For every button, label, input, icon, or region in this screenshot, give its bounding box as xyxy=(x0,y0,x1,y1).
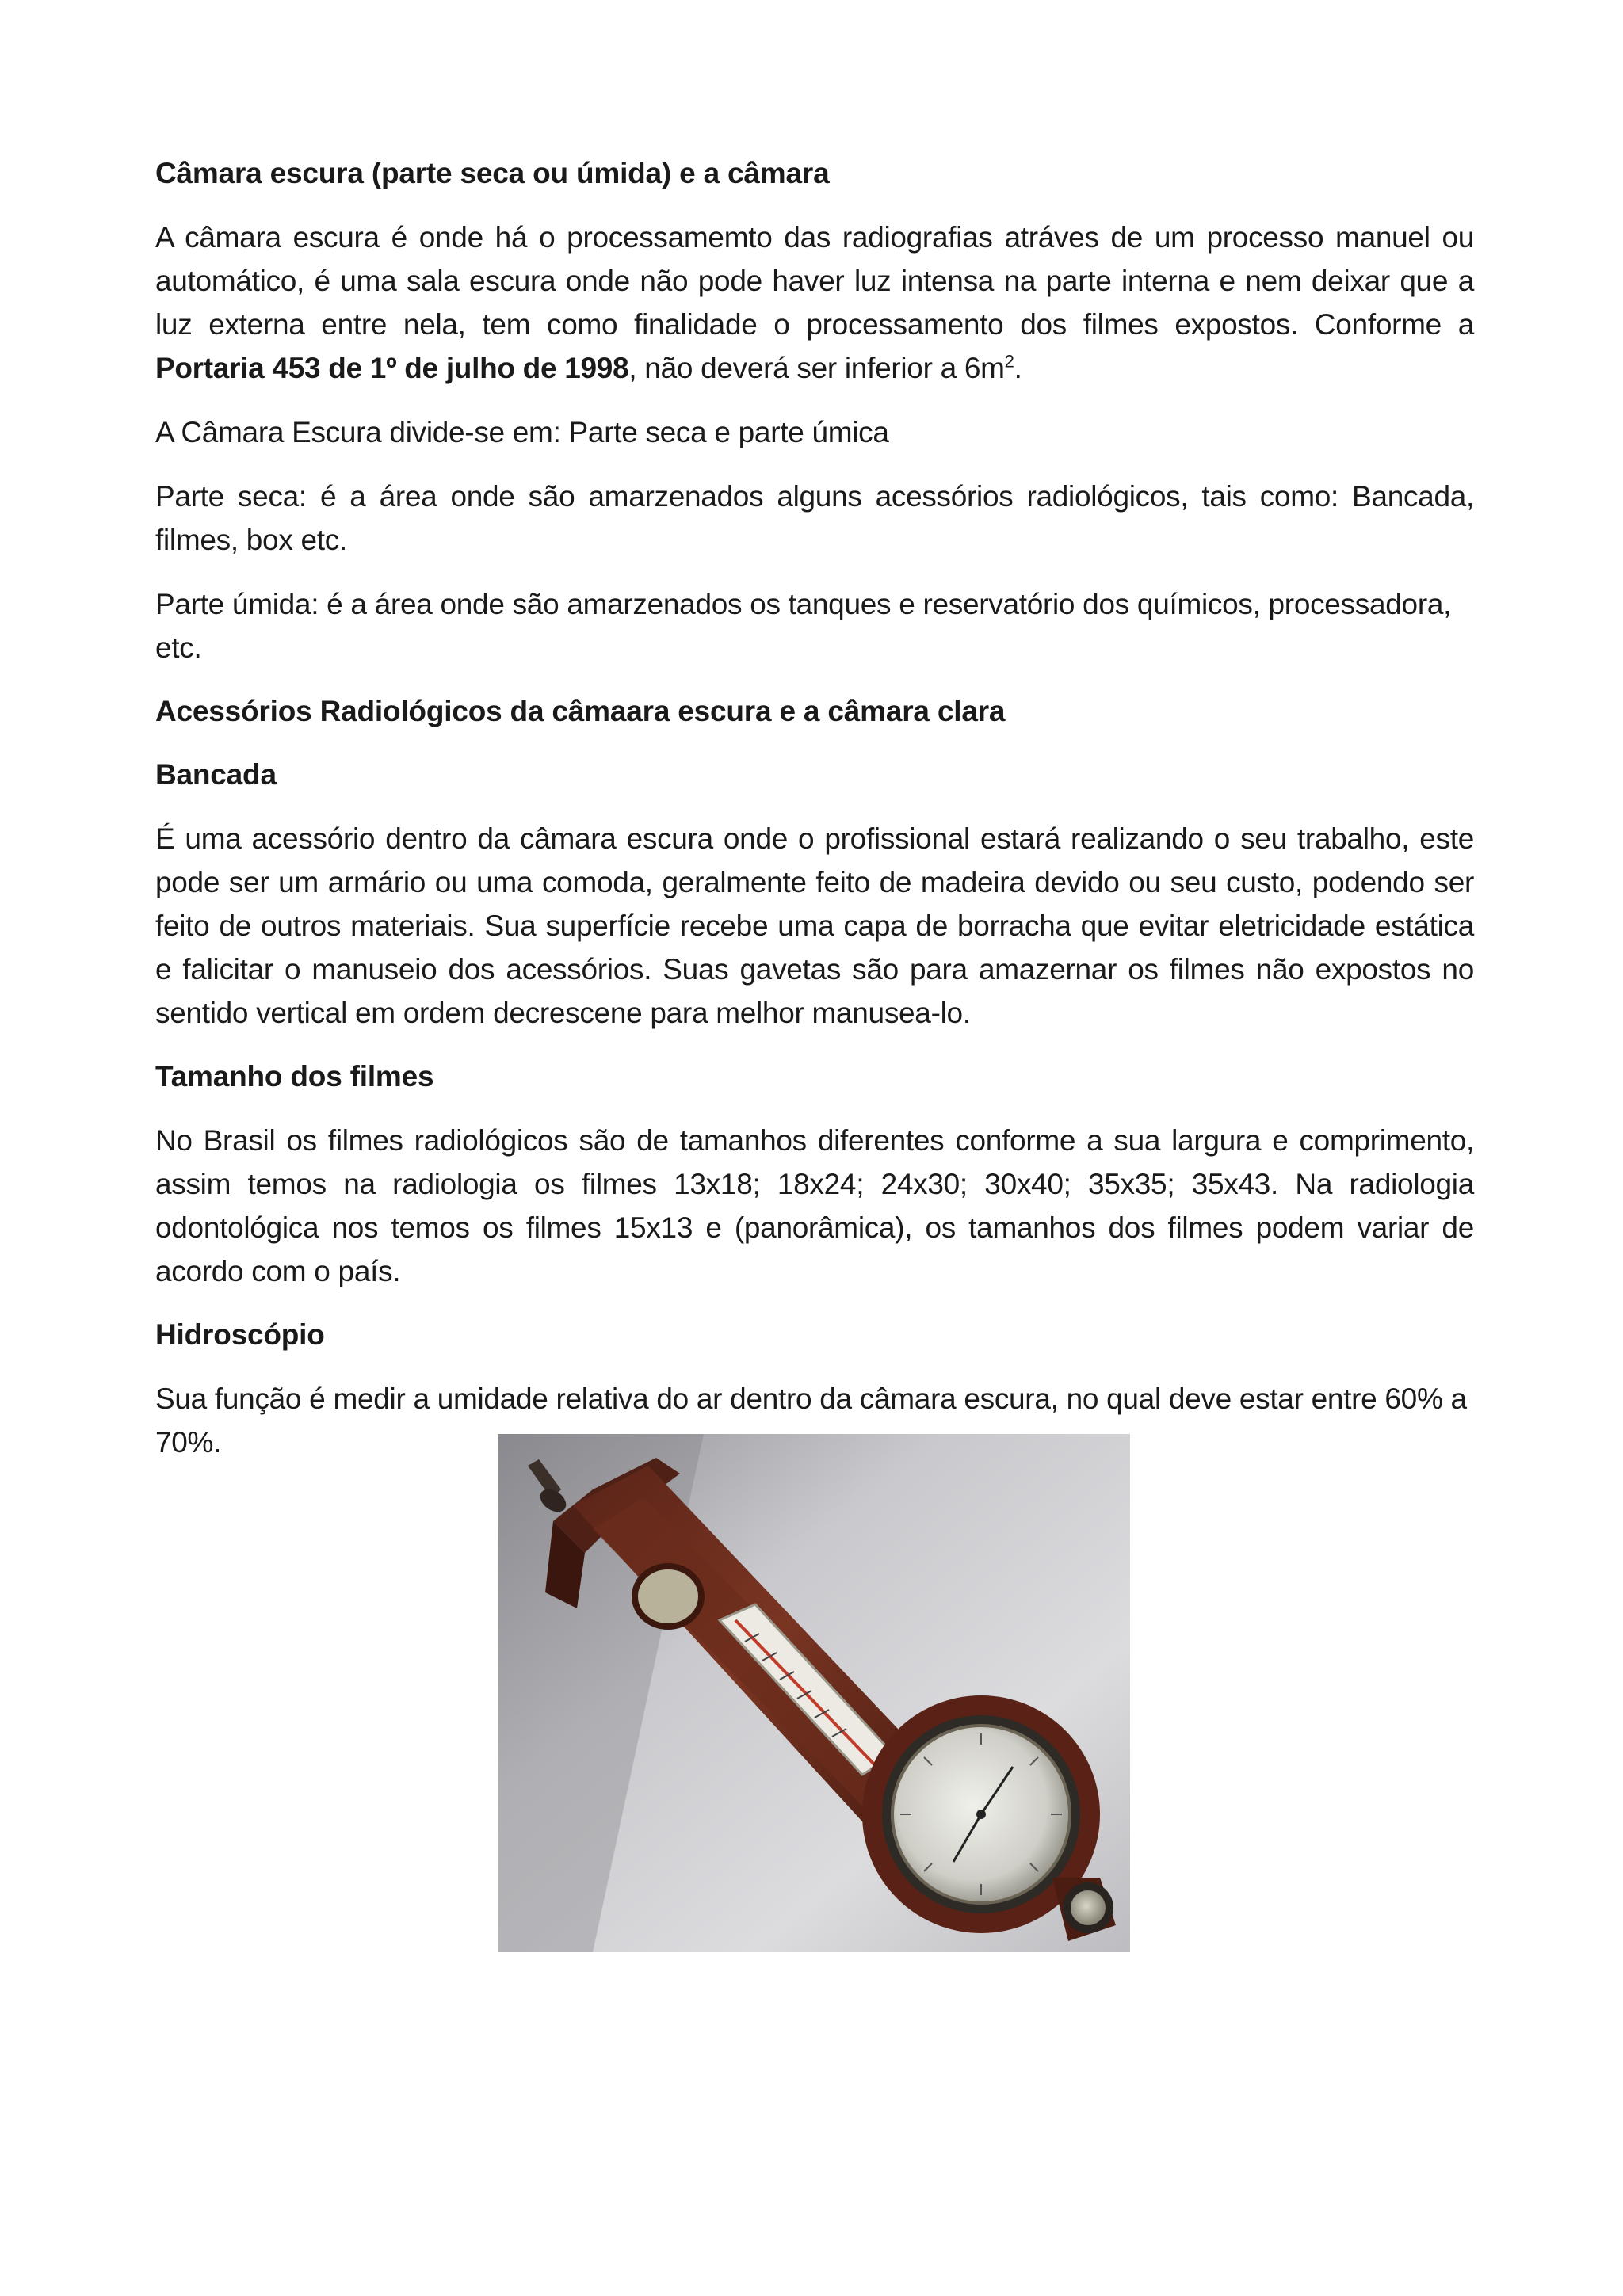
paragraph-parte-umida: Parte úmida: é a área onde são amarzenados os tanques e reservatório dos químicos, processadora, etc. xyxy=(155,588,1452,664)
paragraph-tamanho-filmes: No Brasil os filmes radiológicos são de tamanhos diferentes conforme a sua largura e comprimento, assim temos na radiologia os filmes 13x18; 18x24; 24x30; 30x40; 35x35; 35x43. Na radiologia odontológica nos temos os filmes 15x13 e (panorâmica), os tamanhos dos filmes podem variar de acordo com o país. xyxy=(155,1124,1474,1287)
document-page xyxy=(155,152,1474,1485)
paragraph-hidroscopio: Sua função é medir a umidade relativa do ar dentro da câmara escura, no qual deve estar entre 60% a 70%. xyxy=(155,1383,1467,1459)
section-title-acessorios: Acessórios Radiológicos da câmaara escura e a câmara clara xyxy=(155,695,1006,727)
paragraph-parte-seca: Parte seca: é a área onde são amarzenados alguns acessórios radiológicos, tais como: Bancada, filmes, box etc. xyxy=(155,480,1474,556)
paragraph-divisao: A Câmara Escura divide-se em: Parte seca e parte úmica xyxy=(155,416,889,448)
section-title-camara-escura: Câmara escura (parte seca ou úmida) e a câmara xyxy=(155,157,830,189)
hygrometer-photo-icon xyxy=(498,1434,1130,1952)
paragraph-text: A câmara escura é onde há o processamemto das radiografias atráves de um processo manuel ou automático, é uma sala escura onde não pode haver luz intensa na parte interna e nem deixar que a luz externa entre nela, tem como finalidade o processamento dos filmes expostos. Conforme a xyxy=(155,221,1474,341)
paragraph-camara-escura xyxy=(155,215,1474,390)
section-title-bancada: Bancada xyxy=(155,758,277,791)
section-title-tamanho-filmes: Tamanho dos filmes xyxy=(155,1060,434,1093)
paragraph-text: . xyxy=(1014,352,1022,384)
section-title-hidroscopio: Hidroscópio xyxy=(155,1318,325,1351)
paragraph-text: , não deverá ser inferior a 6m xyxy=(628,352,1005,384)
portaria-reference: Portaria 453 de 1º de julho de 1998 xyxy=(155,352,629,384)
paragraph-bancada: É uma acessório dentro da câmara escura onde o profissional estará realizando o seu trabalho, este pode ser um armário ou uma comoda, geralmente feito de madeira devido ou seu custo, podendo ser feito de outros materiais. Sua superfície recebe uma capa de borracha que evitar eletricidade estática e falicitar o manuseio dos acessórios. Suas gavetas são para amazernar os filmes não expostos no sentido vertical em ordem decrescene para melhor manusea-lo. xyxy=(155,822,1474,1029)
hygrometer-photo xyxy=(498,1434,1130,1952)
superscript-two: 2 xyxy=(1004,351,1014,372)
